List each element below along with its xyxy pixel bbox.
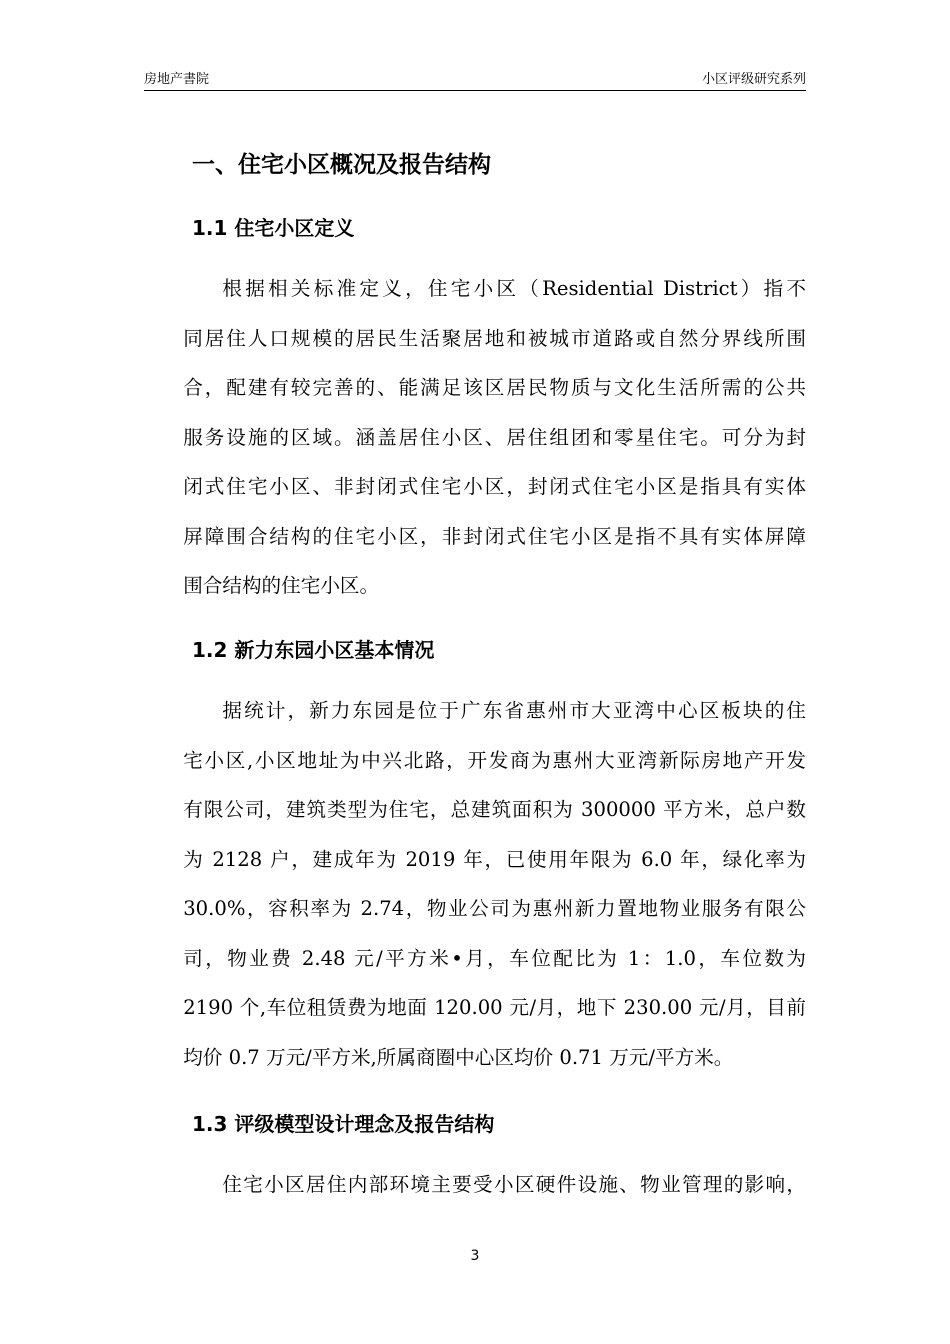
section-title-1-3: 1.3 评级模型设计理念及报告结构 [192,1112,495,1136]
paragraph-line: 均价 0.7 万元/平方米,所属商圈中心区均价 0.71 万元/平方米。 [183,1045,734,1069]
section-1-2-paragraph [144,686,806,1082]
section-1-3-paragraph [144,1160,806,1210]
paragraph-line: 服务设施的区域。涵盖居住小区、居住组团和零星住宅。可分为封 [183,425,806,449]
chapter-title: 一、住宅小区概况及报告结构 [192,152,491,178]
paragraph-line: 住宅小区居住内部环境主要受小区硬件设施、物业管理的影响， [222,1173,806,1196]
paragraph-line: 有限公司，建筑类型为住宅，总建筑面积为 300000 平方米，总户数 [183,798,806,821]
paragraph-line: 闭式住宅小区、非封闭式住宅小区，封闭式住宅小区是指具有实体 [183,475,806,498]
paragraph-line: 2190 个,车位租赁费为地面 120.00 元/月，地下 230.00 元/月，目前 [183,996,806,1019]
paragraph-line: 屏障围合结构的住宅小区，非封闭式住宅小区是指不具有实体屏障 [183,524,806,548]
section-title-1-2: 1.2 新力东园小区基本情况 [192,638,435,662]
page-number: 3 [470,1248,480,1264]
paragraph-line: 同居住人口规模的居民生活聚居地和被城市道路或自然分界线所围 [183,326,806,350]
paragraph-line: 围合结构的住宅小区。 [183,574,380,597]
header-series-title: 小区评级研究系列 [701,72,806,87]
paragraph-line: 司，物业费 2.48 元/平方米•月，车位配比为 1：1.0，车位数为 [183,946,806,970]
paragraph-line: 宅小区,小区地址为中兴北路，开发商为惠州大亚湾新际房地产开发 [183,748,806,772]
header-publisher: 房地产書院 [144,72,210,87]
section-title-1-1: 1.1 住宅小区定义 [192,216,355,240]
paragraph-line: 30.0%，容积率为 2.74，物业公司为惠州新力置地物业服务有限公 [183,897,806,920]
page-header [144,68,806,91]
paragraph-line: 据统计，新力东园是位于广东省惠州市大亚湾中心区板块的住 [222,699,806,722]
paragraph-line: 合，配建有较完善的、能满足该区居民物质与文化生活所需的公共 [183,376,806,399]
paragraph-line: 根据相关标准定义，住宅小区（Residential District）指不 [222,277,806,300]
section-1-1-paragraph [144,264,806,611]
paragraph-line: 为 2128 户，建成年为 2019 年，已使用年限为 6.0 年，绿化率为 [183,847,806,871]
